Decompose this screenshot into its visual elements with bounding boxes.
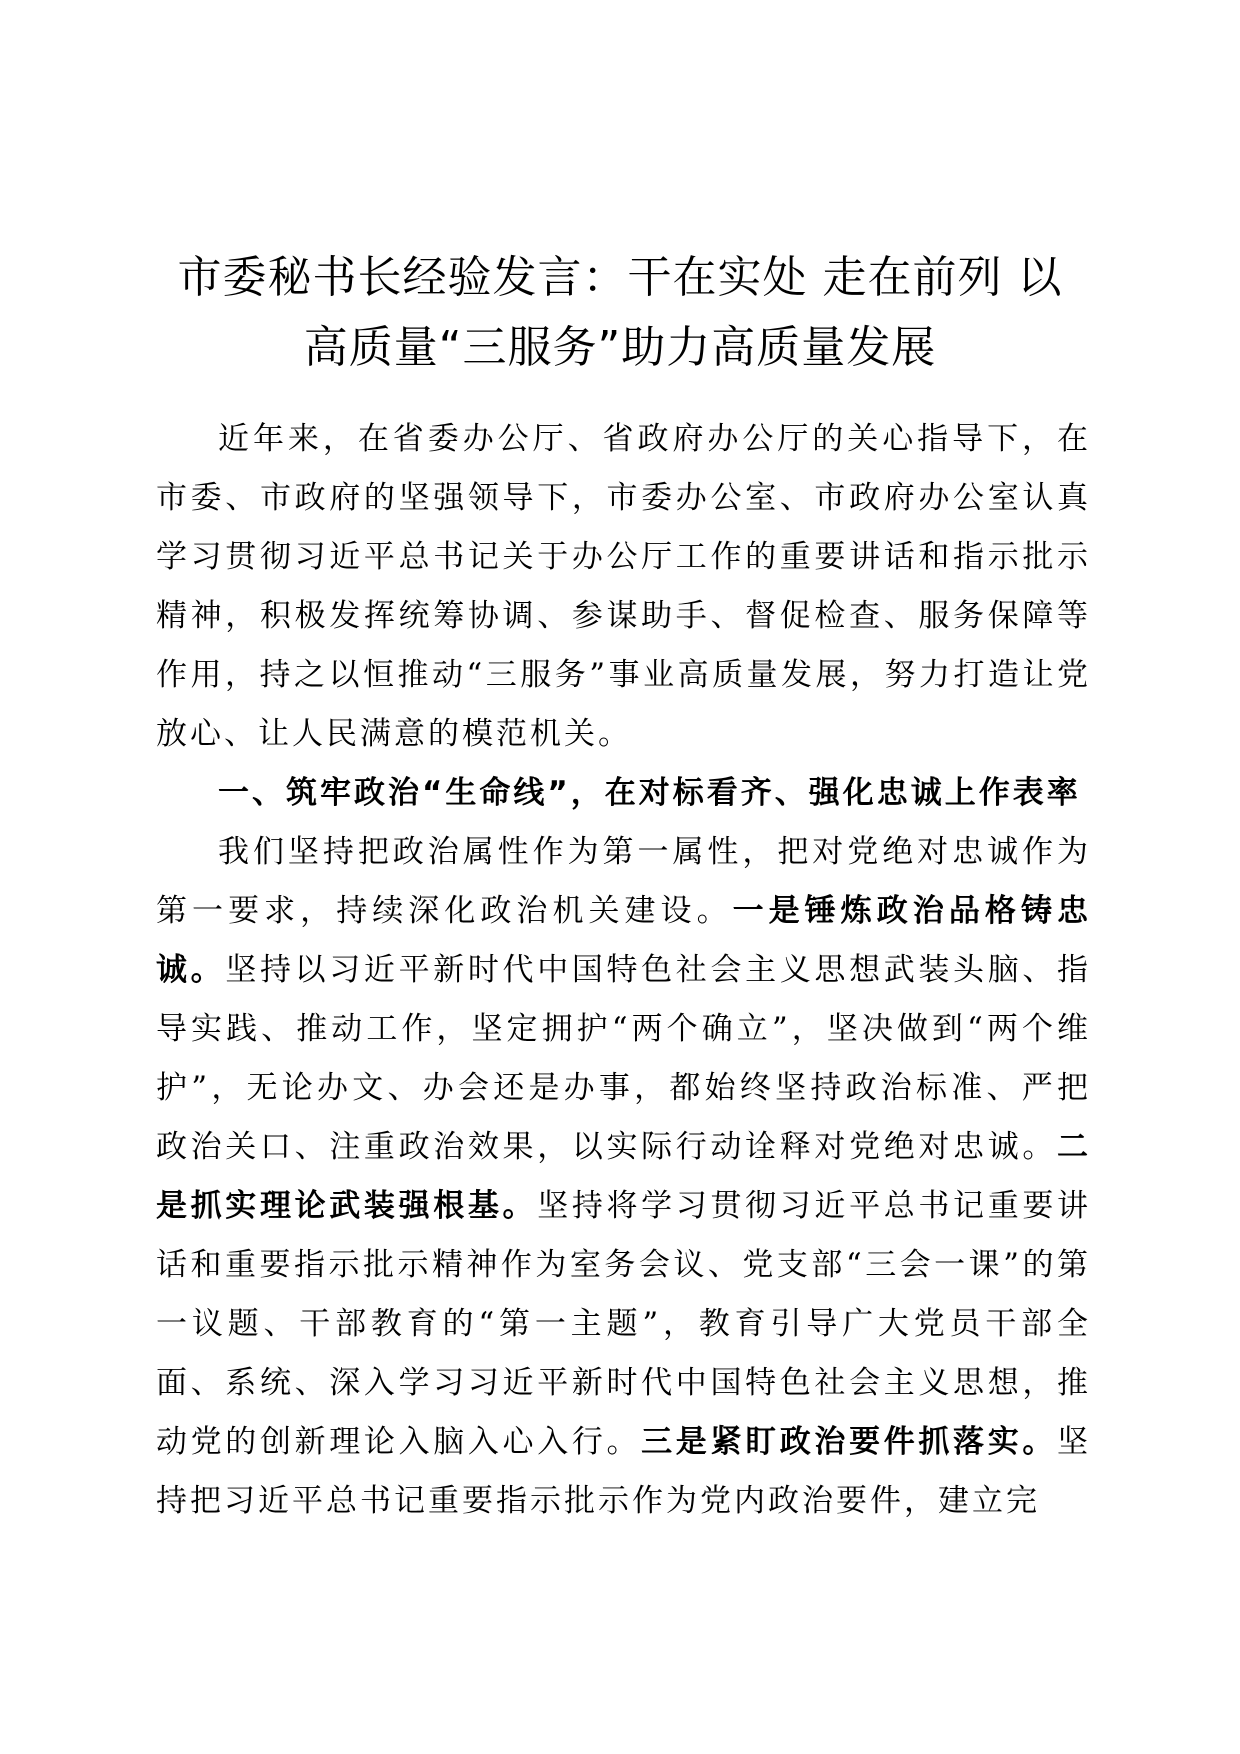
point-1-heading: 一是锤炼政治品格铸忠诚。: [156, 893, 1091, 988]
section-1-text-4: 坚持把习近平总书记重要指示批示作为党内政治要件，建立完: [156, 1424, 1092, 1519]
document-body: [156, 410, 1091, 1531]
intro-paragraph: 近年来，在省委办公厅、省政府办公厅的关心指导下，在市委、市政府的坚强领导下，市委办公室、市政府办公室认真学习贯彻习近平总书记关于办公厅工作的重要讲话和指示批示精神，积极发挥统筹协调、参谋助手、督促检查、服务保障等作用，持之以恒推动“三服务”事业高质量发展，努力打造让党放心、让人民满意的模范机关。: [156, 421, 1091, 752]
section-1-text-1: 我们坚持把政治属性作为第一属性，把对党绝对忠诚作为第一要求，持续深化政治机关建设。: [156, 834, 1091, 929]
section-1-heading: 一、筑牢政治“生命线”，在对标看齐、强化忠诚上作表率: [218, 775, 1081, 811]
document-title: [140, 243, 1100, 383]
title-line-2: 高质量“三服务”助力高质量发展: [303, 322, 937, 373]
section-1-text-3: 坚持将学习贯彻习近平总书记重要讲话和重要指示批示精神作为室务会议、党支部“三会一课”的第一议题、干部教育的“第一主题”，教育引导广大党员干部全面、系统、深入学习习近平新时代中国特色社会主义思想，推动党的创新理论入脑入心入行。: [156, 1188, 1092, 1460]
point-3-heading: 三是紧盯政治要件抓落实。: [641, 1424, 1058, 1460]
point-2-heading: 二是抓实理论武装强根基。: [156, 1129, 1091, 1224]
title-line-1: 市委秘书长经验发言：干在实处 走在前列 以: [177, 252, 1063, 303]
section-1-paragraph: [156, 823, 1091, 1531]
section-1-text-2: 坚持以习近平新时代中国特色社会主义思想武装头脑、指导实践、推动工作，坚定拥护“两个确立”，坚决做到“两个维护”，无论办文、办会还是办事，都始终坚持政治标准、严把政治关口、注重政治效果，以实际行动诠释对党绝对忠诚。: [156, 952, 1092, 1165]
